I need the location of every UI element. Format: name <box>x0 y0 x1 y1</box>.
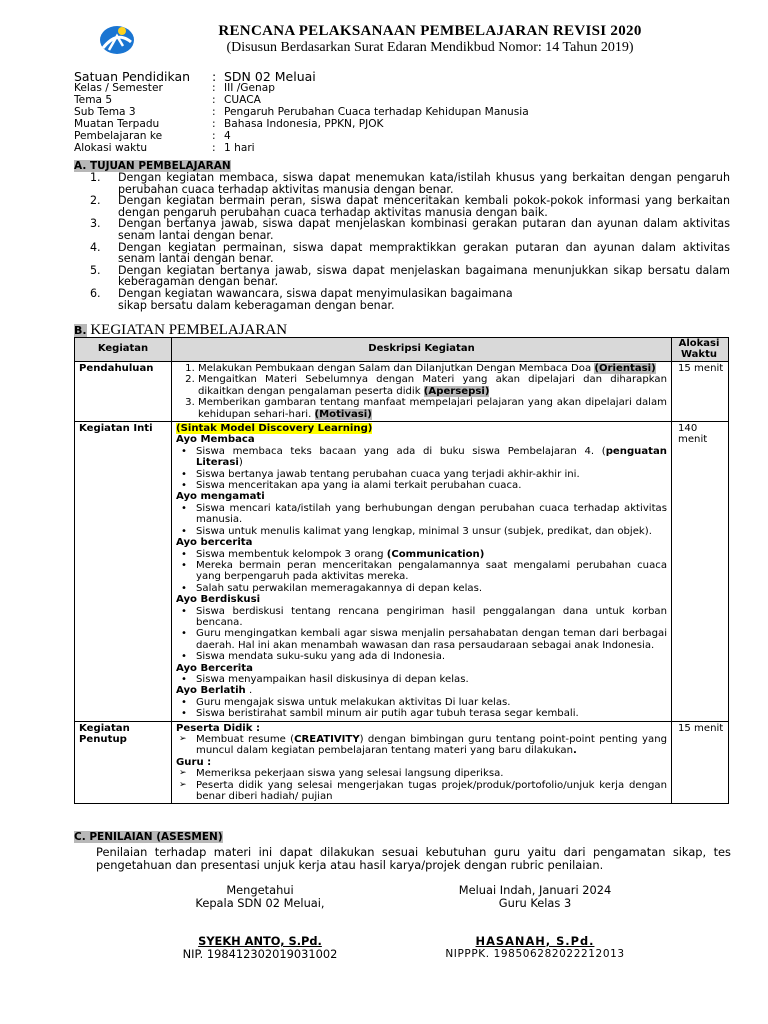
item-text: Siswa membentuk kelompok 3 orang <box>196 548 387 560</box>
item-emphasis: (Communication) <box>386 548 485 560</box>
item-text: ) dengan bimbingan guru tentang point-point penting yang muncul dalam kegiatan pembelajaran tentang materi yang baru dilakukan <box>196 734 667 757</box>
model-label: (Sintak Model Discovery Learning) <box>176 423 373 435</box>
objective-item <box>90 265 730 288</box>
list-item: ➢ Peserta didik yang selesai mengerjakan tugas projek/produk/portofolio/unjuk kerja dengan benar diberi hadiah/ pujian <box>196 780 667 803</box>
list-item <box>196 549 667 560</box>
identity-value: CUACA <box>224 93 261 106</box>
signatory-left <box>150 935 370 961</box>
subsection-title: Ayo Berlatih <box>176 685 246 697</box>
section-b-letter: B. <box>74 324 87 337</box>
list-item: • Guru mengingatkan kembali agar siswa menjalin persahabatan dengan teman dari berbagai daerah. Hal ini akan menambah wawasan dan rasa persaudaraan sebagai anak Indonesia. <box>196 628 667 651</box>
list-item: ➢ Memeriksa pekerjaan siswa yang selesai langsung diperiksa. <box>196 768 667 779</box>
list-item: • Mereka bermain peran menceritakan pengalamannya saat mengalami perubahan cuaca yang berpengaruh pada aktivitas mereka. <box>196 560 667 583</box>
time-allocation: 15 menit <box>672 362 729 422</box>
subsection-title: Ayo Berdiskusi <box>176 594 261 606</box>
signatory-right <box>420 935 650 961</box>
list-item: • Siswa menyampaikan hasil diskusinya di depan kelas. <box>196 674 667 685</box>
table-row <box>75 721 729 804</box>
column-header: Alokasi Waktu <box>672 338 729 362</box>
activity-label: Kegiatan Penutup <box>75 721 172 804</box>
identity-label: Kelas / Semester <box>74 82 163 94</box>
phase-tag: (Orientasi) <box>594 363 656 374</box>
objective-number: 6. <box>90 286 101 300</box>
signatory-nip: NIP. 198412302019031002 <box>182 947 338 961</box>
time-allocation: 15 menit <box>672 721 729 804</box>
signature-role: Guru Kelas 3 <box>498 896 572 910</box>
signatory-name: SYEKH ANTO, S.Pd. <box>198 934 322 948</box>
activity-description <box>172 721 672 804</box>
identity-label: Pembelajaran ke <box>74 129 163 142</box>
objective-text: Dengan kegiatan permainan, siswa dapat mempraktikkan gerakan putaran dan ayunan dalam aktivitas senam lantai dengan benar. <box>118 240 730 266</box>
subsection-title: Ayo Membaca <box>176 434 255 446</box>
objective-number: 1. <box>90 171 101 184</box>
subsection-title: Peserta Didik : <box>176 722 261 734</box>
signatory-nip: NIPPPK. 198506282022212013 <box>445 948 625 960</box>
subsection-title: Ayo bercerita <box>176 537 253 549</box>
item-emphasis: . <box>573 745 577 757</box>
list-item: • Salah satu perwakilan memeragakannya di depan kelas. <box>196 583 667 594</box>
tut-wuri-logo <box>97 22 137 56</box>
section-c-heading: C. PENILAIAN (ASESMEN) <box>74 831 223 843</box>
identity-separator: : <box>212 129 216 142</box>
identity-separator: : <box>212 117 216 130</box>
subsection-title: Ayo Bercerita <box>176 662 253 674</box>
list-item: • Siswa menceritakan apa yang ia alami terkait perubahan cuaca. <box>196 480 667 491</box>
identity-row <box>74 119 529 131</box>
table-row <box>75 362 729 422</box>
identity-block <box>74 70 529 154</box>
objective-item <box>90 288 730 311</box>
objective-item <box>90 218 730 241</box>
objective-text: Dengan kegiatan membaca, siswa dapat menemukan kata/istilah khusus yang berkaitan dengan pengaruh perubahan cuaca terhadap aktivitas manusia dengan benar. <box>118 171 730 196</box>
item-text: Memberikan gambaran tentang manfaat mempelajari pelajaran yang akan dipelajari dalam kehidupan sehari-hari. <box>198 397 667 420</box>
objective-text: Dengan kegiatan bermain peran, siswa dapat menceritakan kembali pokok-pokok informasi yang berkaitan dengan pengaruh perubahan cuaca terhadap aktivitas manusia dengan baik. <box>118 194 730 219</box>
identity-label: Alokasi waktu <box>74 141 148 154</box>
activity-label: Kegiatan Inti <box>75 422 172 722</box>
signature-left <box>150 884 370 910</box>
subsection-title: Ayo mengamati <box>176 491 265 503</box>
identity-separator: : <box>212 82 216 94</box>
activities-table <box>74 337 729 804</box>
list-item: • Siswa mencari kata/istilah yang berhubungan dengan perubahan cuaca terhadap aktivitas manusia. <box>196 503 667 526</box>
column-header: Deskripsi Kegiatan <box>172 338 672 362</box>
list-item: • Siswa bertanya jawab tentang perubahan cuaca yang terjadi akhir-akhir ini. <box>196 469 667 480</box>
identity-value: SDN 02 Meluai <box>224 69 316 84</box>
list-item: • Siswa berdiskusi tentang rencana pengiriman hasil penggalangan dana untuk korban bencana. <box>196 606 667 629</box>
identity-value: Pengaruh Perubahan Cuaca terhadap Kehidupan Manusia <box>224 105 529 118</box>
objective-number: 5. <box>90 263 101 277</box>
identity-label: Tema 5 <box>74 93 113 106</box>
objective-item <box>90 172 730 195</box>
signatory-name: HASANAH, S.Pd. <box>475 934 595 948</box>
identity-label: Satuan Pendidikan <box>74 69 191 84</box>
table-row <box>75 422 729 722</box>
item-text: Membuat resume ( <box>196 734 295 745</box>
objective-item <box>90 242 730 265</box>
identity-separator: : <box>212 93 216 106</box>
identity-value: III /Genap <box>224 82 275 94</box>
list-item: • Siswa mendata suku-suku yang ada di Indonesia. <box>196 651 667 662</box>
objective-number: 4. <box>90 240 101 254</box>
identity-separator: : <box>212 69 217 84</box>
identity-value: Bahasa Indonesia, PPKN, PJOK <box>224 117 384 130</box>
objectives-list <box>90 172 730 311</box>
subsection-title: Guru : <box>176 756 212 768</box>
identity-row <box>74 143 529 155</box>
column-header: Kegiatan <box>75 338 172 362</box>
objective-number: 2. <box>90 194 101 208</box>
item-text: Mengaitkan Materi Sebelumnya dengan Materi yang akan dipelajari dan diharapkan dikaitkan dengan pengalaman peserta didik <box>198 374 667 397</box>
identity-value: 1 hari <box>224 141 255 154</box>
identity-row <box>74 83 529 95</box>
item-text: ) <box>238 457 243 469</box>
item-text: Siswa membaca teks bacaan yang ada di buku siswa Pembelajaran 4. ( <box>196 445 606 457</box>
phase-tag: (Motivasi) <box>314 408 372 420</box>
signature-role: Kepala SDN 02 Meluai, <box>195 896 325 910</box>
list-item <box>196 734 667 757</box>
signature-right <box>420 884 650 910</box>
objective-number: 3. <box>90 217 101 231</box>
identity-row <box>74 107 529 119</box>
list-item: • Guru mengajak siswa untuk melakukan aktivitas Di luar kelas. <box>196 697 667 708</box>
section-a-heading: A. TUJUAN PEMBELAJARAN <box>74 160 231 172</box>
identity-separator: : <box>212 141 216 154</box>
objective-text: Dengan kegiatan wawancara, siswa dapat menyimulasikan bagaimana sikap bersatu dalam keberagaman dengan benar. <box>118 286 513 312</box>
phase-tag: (Apersepsi) <box>423 385 490 397</box>
objective-text: Dengan bertanya jawab, siswa dapat menjelaskan kombinasi gerakan putaran dan ayunan dalam aktivitas senam lantai dengan benar. <box>118 217 730 242</box>
activity-description <box>172 422 672 722</box>
list-item <box>198 374 667 397</box>
assessment-text: Penilaian terhadap materi ini dapat dilakukan sesuai kebutuhan guru yaitu dari pengamatan sikap, tes pengetahuan dan presentasi unjuk kerja atau hasil karya/projek dengan rubric penilaian. <box>96 845 731 872</box>
identity-row <box>74 131 529 143</box>
list-item <box>198 363 667 374</box>
item-emphasis: penguatan Literasi <box>196 445 667 469</box>
section-b-title: KEGIATAN PEMBELAJARAN <box>90 322 288 338</box>
objective-text: Dengan kegiatan bertanya jawab, siswa dapat menjelaskan bagaimana menunjukkan sikap bersatu dalam keberagaman dengan benar. <box>118 263 730 289</box>
item-emphasis: CREATIVITY <box>294 734 360 745</box>
activity-label: Pendahuluan <box>75 362 172 422</box>
item-text: Melakukan Pembukaan dengan Salam dan Dilanjutkan Dengan Membaca Doa <box>198 363 595 374</box>
identity-label: Muatan Terpadu <box>74 117 160 130</box>
identity-value: 4 <box>224 129 231 142</box>
time-allocation: 140 menit <box>672 422 729 722</box>
identity-separator: : <box>212 105 216 118</box>
title-suffix: . <box>245 685 253 697</box>
list-item: • Siswa untuk menulis kalimat yang lengkap, minimal 3 unsur (subjek, predikat, dan objek). <box>196 526 667 537</box>
signature-place-date: Meluai Indah, Januari 2024 <box>458 883 612 897</box>
list-item <box>196 446 667 469</box>
table-header-row <box>75 338 729 362</box>
activity-description <box>172 362 672 422</box>
document-subtitle: (Disusun Berdasarkan Surat Edaran Mendikbud Nomor: 14 Tahun 2019) <box>226 40 634 55</box>
identity-label: Sub Tema 3 <box>74 105 136 118</box>
list-item: • Siswa beristirahat sambil minum air putih agar tubuh terasa segar kembali. <box>196 708 667 719</box>
list-item <box>198 397 667 420</box>
objective-item <box>90 195 730 218</box>
signature-caption: Mengetahui <box>226 883 294 897</box>
document-title: RENCANA PELAKSANAAN PEMBELAJARAN REVISI 2020 <box>218 23 642 39</box>
